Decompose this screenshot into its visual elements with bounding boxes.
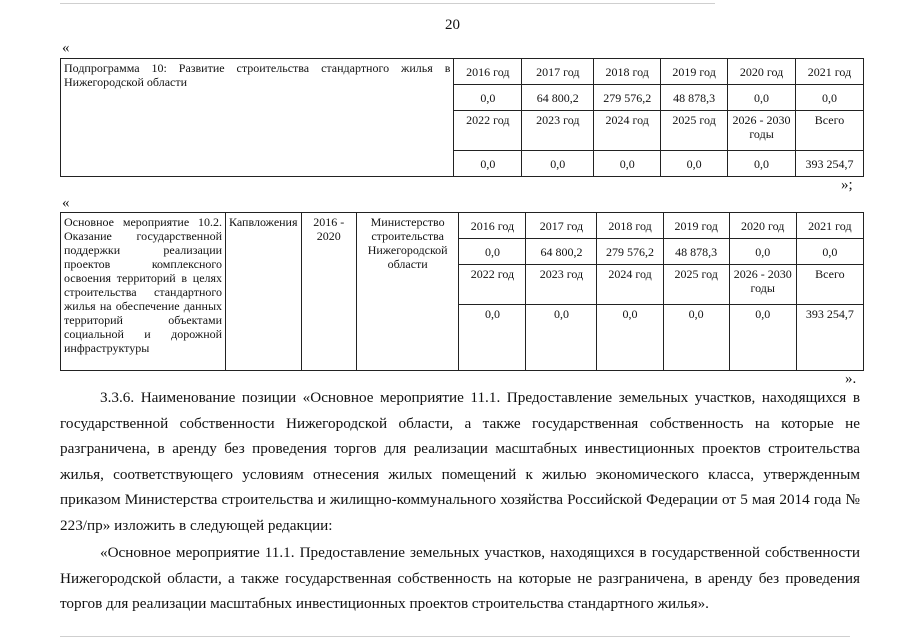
year-cell: 2023 год bbox=[526, 265, 597, 305]
year-cell: 2026 - 2030 годы bbox=[728, 111, 796, 151]
scan-bottom-edge bbox=[60, 636, 850, 637]
value-cell: 0,0 bbox=[796, 85, 864, 111]
value-cell: 0,0 bbox=[594, 151, 661, 177]
year-cell: 2019 год bbox=[661, 59, 728, 85]
subprogram-table bbox=[60, 58, 864, 177]
page-number: 20 bbox=[445, 17, 460, 33]
year-cell: 2023 год bbox=[522, 111, 594, 151]
value-cell: 48 878,3 bbox=[663, 239, 729, 265]
value-cell: 0,0 bbox=[728, 85, 796, 111]
value-cell: 0,0 bbox=[729, 305, 796, 371]
year-cell: 2017 год bbox=[522, 59, 594, 85]
value-cell: 64 800,2 bbox=[522, 85, 594, 111]
event-period: 2016 - 2020 bbox=[301, 213, 356, 371]
total-header-cell: Всего bbox=[796, 265, 863, 305]
value-cell: 0,0 bbox=[663, 305, 729, 371]
year-cell: 2021 год bbox=[796, 213, 863, 239]
close-quote-2: ». bbox=[845, 371, 857, 387]
event-executor: Министерство строительства Нижегородской области bbox=[356, 213, 459, 371]
year-cell: 2017 год bbox=[526, 213, 597, 239]
year-cell: 2018 год bbox=[594, 59, 661, 85]
total-value-cell: 393 254,7 bbox=[796, 305, 863, 371]
year-cell: 2016 год bbox=[459, 213, 526, 239]
value-cell: 279 576,2 bbox=[597, 239, 663, 265]
value-cell: 0,0 bbox=[454, 151, 522, 177]
total-header-cell: Всего bbox=[796, 111, 864, 151]
total-value-cell: 393 254,7 bbox=[796, 151, 864, 177]
year-cell: 2025 год bbox=[663, 265, 729, 305]
value-cell: 279 576,2 bbox=[594, 85, 661, 111]
year-cell: 2022 год bbox=[459, 265, 526, 305]
value-cell: 0,0 bbox=[454, 85, 522, 111]
amendment-paragraph: 3.3.6. Наименование позиции «Основное мероприятие 11.1. Предоставление земельных участков, находящихся в государственной собственности Нижегородской области, а также государственная собственность на которые не разграничена, в аренду без проведения торгов для реализации масштабных инвестиционных проектов строительства жилья, соответствующего условиям отнесения жилых помещений к жилью экономического класса, утвержденным приказом Министерства строительства и жилищно-коммунального хозяйства Российской Федерации от 5 мая 2014 года № 223/пр» изложить в следующей редакции: bbox=[60, 389, 860, 534]
value-cell: 0,0 bbox=[526, 305, 597, 371]
event-description: Основное мероприятие 10.2. Оказание государственной поддержки реализации проектов комплексного освоения территорий в целях строительства стандартного жилья на обеспечение данных территорий объектами социальной и дорожной инфраструктуры bbox=[61, 213, 226, 371]
value-cell: 0,0 bbox=[459, 239, 526, 265]
event-table bbox=[60, 212, 864, 371]
year-cell: 2024 год bbox=[594, 111, 661, 151]
scan-top-edge bbox=[60, 3, 715, 4]
year-cell: 2016 год bbox=[454, 59, 522, 85]
open-quote-2: « bbox=[62, 195, 70, 211]
event-type: Капвложения bbox=[226, 213, 301, 371]
subprogram-title: Подпрограмма 10: Развитие строительства стандартного жилья в Нижегородской области bbox=[61, 59, 454, 177]
value-cell: 64 800,2 bbox=[526, 239, 597, 265]
year-cell: 2024 год bbox=[597, 265, 663, 305]
new-wording-paragraph: «Основное мероприятие 11.1. Предоставление земельных участков, находящихся в государственной собственности Нижегородской области, а также государственная собственность на которые не разграничена, в аренду без проведения торгов для реализации масштабных инвестиционных проектов строительства стандартного жилья». bbox=[60, 544, 860, 612]
year-cell: 2018 год bbox=[597, 213, 663, 239]
value-cell: 0,0 bbox=[796, 239, 863, 265]
year-cell: 2020 год bbox=[728, 59, 796, 85]
close-quote-1: »; bbox=[841, 177, 853, 193]
year-cell: 2019 год bbox=[663, 213, 729, 239]
value-cell: 0,0 bbox=[597, 305, 663, 371]
value-cell: 0,0 bbox=[729, 239, 796, 265]
year-cell: 2021 год bbox=[796, 59, 864, 85]
open-quote-1: « bbox=[62, 40, 70, 56]
value-cell: 0,0 bbox=[728, 151, 796, 177]
year-cell: 2020 год bbox=[729, 213, 796, 239]
year-cell: 2022 год bbox=[454, 111, 522, 151]
value-cell: 0,0 bbox=[522, 151, 594, 177]
value-cell: 48 878,3 bbox=[661, 85, 728, 111]
year-cell: 2026 - 2030 годы bbox=[729, 265, 796, 305]
value-cell: 0,0 bbox=[459, 305, 526, 371]
year-cell: 2025 год bbox=[661, 111, 728, 151]
value-cell: 0,0 bbox=[661, 151, 728, 177]
